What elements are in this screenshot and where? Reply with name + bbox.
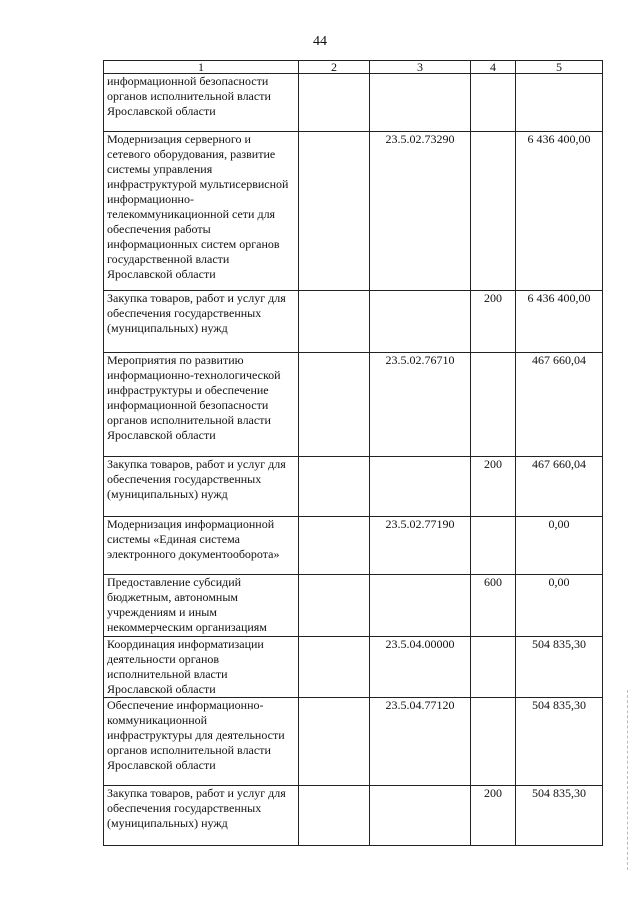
- row-code: [370, 74, 471, 132]
- row-col-2: [299, 291, 370, 353]
- row-amount: 6 436 400,00: [516, 132, 603, 291]
- row-type: 200: [471, 786, 516, 846]
- row-type: [471, 698, 516, 786]
- row-code: [370, 575, 471, 637]
- table-row: [104, 517, 603, 575]
- row-amount: 6 436 400,00: [516, 291, 603, 353]
- row-col-2: [299, 457, 370, 517]
- table-row: [104, 637, 603, 698]
- row-code: [370, 457, 471, 517]
- row-name: Модернизация информационной системы «Единая система электронного документооборота»: [104, 517, 299, 575]
- row-name: Координация информатизации деятельности органов исполнительной власти Ярославской области: [104, 637, 299, 698]
- row-col-2: [299, 517, 370, 575]
- row-col-2: [299, 74, 370, 132]
- row-code: 23.5.02.73290: [370, 132, 471, 291]
- row-code: 23.5.04.00000: [370, 637, 471, 698]
- row-type: [471, 637, 516, 698]
- row-col-2: [299, 698, 370, 786]
- header-col-4: 4: [471, 61, 516, 74]
- row-type: [471, 74, 516, 132]
- row-name: информационной безопасности органов исполнительной власти Ярославской области: [104, 74, 299, 132]
- row-type: 200: [471, 457, 516, 517]
- table-row: [104, 457, 603, 517]
- row-amount: 467 660,04: [516, 457, 603, 517]
- header-col-3: 3: [370, 61, 471, 74]
- header-col-5: 5: [516, 61, 603, 74]
- row-name: Модернизация серверного и сетевого оборудования, развитие системы управления инфраструктурой мультисервисной информационно-телекоммуникационной сети для обеспечения работы информационных систем органов государственной власти Ярославской области: [104, 132, 299, 291]
- row-code: [370, 291, 471, 353]
- header-col-2: 2: [299, 61, 370, 74]
- row-amount: 467 660,04: [516, 353, 603, 457]
- row-type: [471, 353, 516, 457]
- row-amount: 0,00: [516, 517, 603, 575]
- row-type: [471, 517, 516, 575]
- row-type: 600: [471, 575, 516, 637]
- row-amount: [516, 74, 603, 132]
- row-col-2: [299, 353, 370, 457]
- row-name: Закупка товаров, работ и услуг для обеспечения государственных (муниципальных) нужд: [104, 291, 299, 353]
- table-row: [104, 132, 603, 291]
- row-name: Закупка товаров, работ и услуг для обеспечения государственных (муниципальных) нужд: [104, 457, 299, 517]
- row-amount: 0,00: [516, 575, 603, 637]
- row-name: Закупка товаров, работ и услуг для обеспечения государственных (муниципальных) нужд: [104, 786, 299, 846]
- table-row: [104, 575, 603, 637]
- table-row: [104, 786, 603, 846]
- table-row: [104, 74, 603, 132]
- row-amount: 504 835,30: [516, 786, 603, 846]
- row-code: 23.5.02.76710: [370, 353, 471, 457]
- row-code: 23.5.02.77190: [370, 517, 471, 575]
- scan-margin-mark: [627, 690, 630, 870]
- row-col-2: [299, 132, 370, 291]
- row-col-2: [299, 637, 370, 698]
- row-col-2: [299, 575, 370, 637]
- table-row: [104, 698, 603, 786]
- row-code: 23.5.04.77120: [370, 698, 471, 786]
- row-name: Мероприятия по развитию информационно-технологической инфраструктуры и обеспечение информационной безопасности органов исполнительной власти Ярославской области: [104, 353, 299, 457]
- row-amount: 504 835,30: [516, 698, 603, 786]
- budget-table: [103, 60, 603, 846]
- row-name: Обеспечение информационно-коммуникационной инфраструктуры для деятельности органов исполнительной власти Ярославской области: [104, 698, 299, 786]
- row-name: Предоставление субсидий бюджетным, автономным учреждениям и иным некоммерческим организациям: [104, 575, 299, 637]
- row-type: [471, 132, 516, 291]
- page-number: 44: [313, 34, 327, 49]
- row-amount: 504 835,30: [516, 637, 603, 698]
- header-col-1: 1: [104, 61, 299, 74]
- table-header-row: [104, 61, 603, 74]
- table-row: [104, 291, 603, 353]
- row-type: 200: [471, 291, 516, 353]
- row-code: [370, 786, 471, 846]
- row-col-2: [299, 786, 370, 846]
- table-row: [104, 353, 603, 457]
